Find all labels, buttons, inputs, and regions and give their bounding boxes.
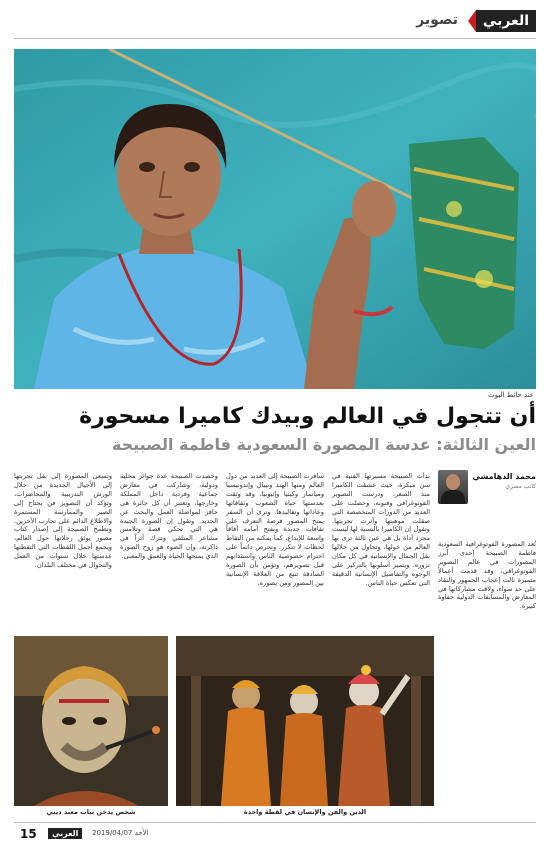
smoking-man-photo	[14, 636, 168, 806]
page-number: 15	[20, 827, 37, 841]
page-header	[14, 8, 536, 34]
issue-date: الأحد 2019/04/07	[92, 829, 149, 837]
hero-photo-caption: عند حائط اليوت	[488, 391, 534, 399]
column-text: وحصدت الصبيحة عدة جوائز محلية ودولية، وشاركت في معارض جماعية وفردية داخل المملكة وخارجها، وتعتبر أن كل جائزة هي حافز لمواصلة العمل والبحث عن الجديد. وتقول إن الصورة الجيدة هي التي تحكي قصة وتلامس مشاعر المتلقي وتترك أثراً في ذاكرته، وإن الضوء هو روح الصورة الذي يمنحها الحياة والعمق والمعنى.	[120, 472, 218, 561]
section-title: تصوير	[416, 12, 458, 28]
column-text: تُعد المصورة الفوتوغرافية السعودية فاطمة الصبيحة إحدى أبرز المصورات في عالم التصوير الفوتوغرافي، وقد قدمت أعمالاً متميزة نالت إعجاب الجمهور والنقاد على حد سواء، ولاقت مشاركاتها في المعارض والمسابقات الدولية حفاوة كبيرة.	[438, 540, 536, 611]
article-title: أن تتجول في العالم وبيدك كاميرا مسحورة	[79, 404, 536, 429]
page-footer	[14, 822, 536, 840]
article-column-1	[438, 540, 536, 712]
column-text: وتسعى المصورة إلى نقل تجربتها إلى الأجيال الجديدة من خلال الورش التدريبية والمحاضرات، وتؤكد أن التصوير فن يحتاج إلى الصبر والممارسة المستمرة والاطلاع الدائم على تجارب الآخرين. وتطمح الصبيحة إلى إصدار كتاب مصور يوثق رحلاتها حول العالم، ويجمع أجمل اللقطات التي التقطتها عدستها خلال سنوات من العمل والتجوال في مختلف البلدان.	[14, 472, 112, 570]
woman-portrait-illustration	[14, 49, 536, 389]
center-photo-caption: الدين والفن والإنسان في لقطة واحدة	[243, 808, 367, 816]
column-text: سافرت الصبيحة إلى العديد من دول العالم ومنها الهند ونيبال وإندونيسيا وميانمار وكينيا وإثيوبيا، وقد وثقت بعدستها حياة الشعوب وثقافاتها وعاداتها وتقاليدها. وترى أن السفر يمنح المصور فرصة التعرف على ثقافات جديدة ويفتح أمامه آفاقاً واسعة للإبداع، كما يمكنه من التقاط لحظات لا تتكرر. وتحرص دائماً على احترام خصوصية الناس واستئذانهم قبل تصويرهم، وتؤمن بأن الصورة الصادقة تنبع من العلاقة الإنسانية بين المصور ومن يصوره.	[226, 472, 324, 587]
author-avatar	[438, 470, 468, 504]
header-divider	[14, 38, 536, 39]
footer-logo: العربي	[48, 828, 82, 839]
author-role: كاتب مصري	[505, 483, 536, 490]
hero-photo	[14, 49, 536, 389]
three-sadhus-illustration	[176, 636, 434, 806]
author-byline	[438, 470, 536, 528]
left-photo-caption: شخص يدخن بباب معبد ديني	[46, 808, 136, 816]
painted-face-illustration	[14, 636, 168, 806]
publication-logo: العربي	[476, 10, 536, 32]
column-text: بدأت الصبيحة مسيرتها الفنية في سن مبكرة، حيث عشقت الكاميرا منذ الصغر، ودرست التصوير الفوتوغرافي وفنونه، وحصلت على العديد من الدورات المتخصصة التي صقلت موهبتها وأثرت تجربتها. وتقول إن الكاميرا بالنسبة لها ليست مجرد أداة بل هي عين ثالثة ترى بها العالم من حولها، وتحاول من خلالها نقل الجمال والإنسانية في كل مكان تزوره. ويتميز أسلوبها بالتركيز على الوجوه والتفاصيل الإنسانية الدقيقة التي تعكس حياة الناس.	[332, 472, 430, 587]
sadhus-photo	[176, 636, 434, 806]
author-name: محمد الدهامشي	[472, 472, 536, 481]
article-subtitle: العين الثالثة: عدسة المصورة السعودية فاطمة الصبيحة	[111, 435, 536, 454]
